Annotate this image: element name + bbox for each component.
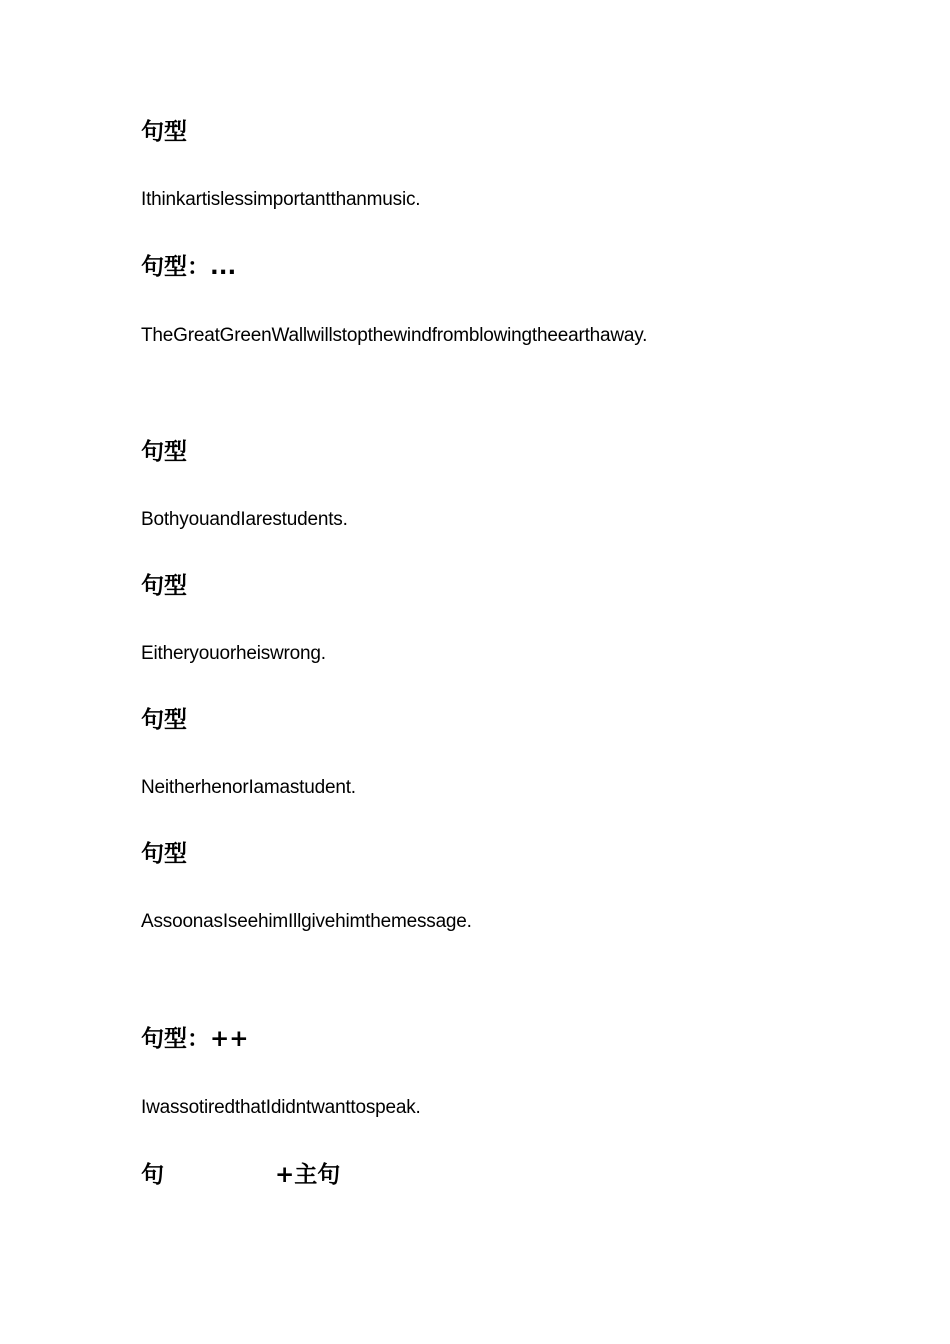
section-heading: 句型 [141, 707, 187, 733]
example-sentence: Ithinkartislessimportantthanmusic. [141, 189, 421, 210]
clipped-section-heading [141, 1160, 401, 1196]
example-sentence: Eitheryouorheiswrong. [141, 643, 326, 664]
example-sentence: IwassotiredthatIdidntwanttospeak. [141, 1097, 421, 1118]
example-sentence: BothyouandIarestudents. [141, 509, 348, 530]
heading-fragment: 句 [141, 1162, 164, 1188]
example-sentence: AssoonasIseehimIllgivehimthemessage. [141, 911, 472, 932]
section-heading: 句型 [141, 573, 187, 599]
section-heading: 句型 [141, 119, 187, 145]
example-sentence: NeitherhenorIamastudent. [141, 777, 356, 798]
heading-fragment: +主句 [275, 1162, 341, 1188]
example-sentence: TheGreatGreenWallwillstopthewindfromblowingtheearthaway. [141, 325, 648, 346]
section-heading: 句型 [141, 841, 187, 867]
section-heading: 句型 [141, 439, 187, 465]
section-heading: 句型：++ [141, 1026, 249, 1052]
section-heading: 句型：... [141, 254, 237, 280]
